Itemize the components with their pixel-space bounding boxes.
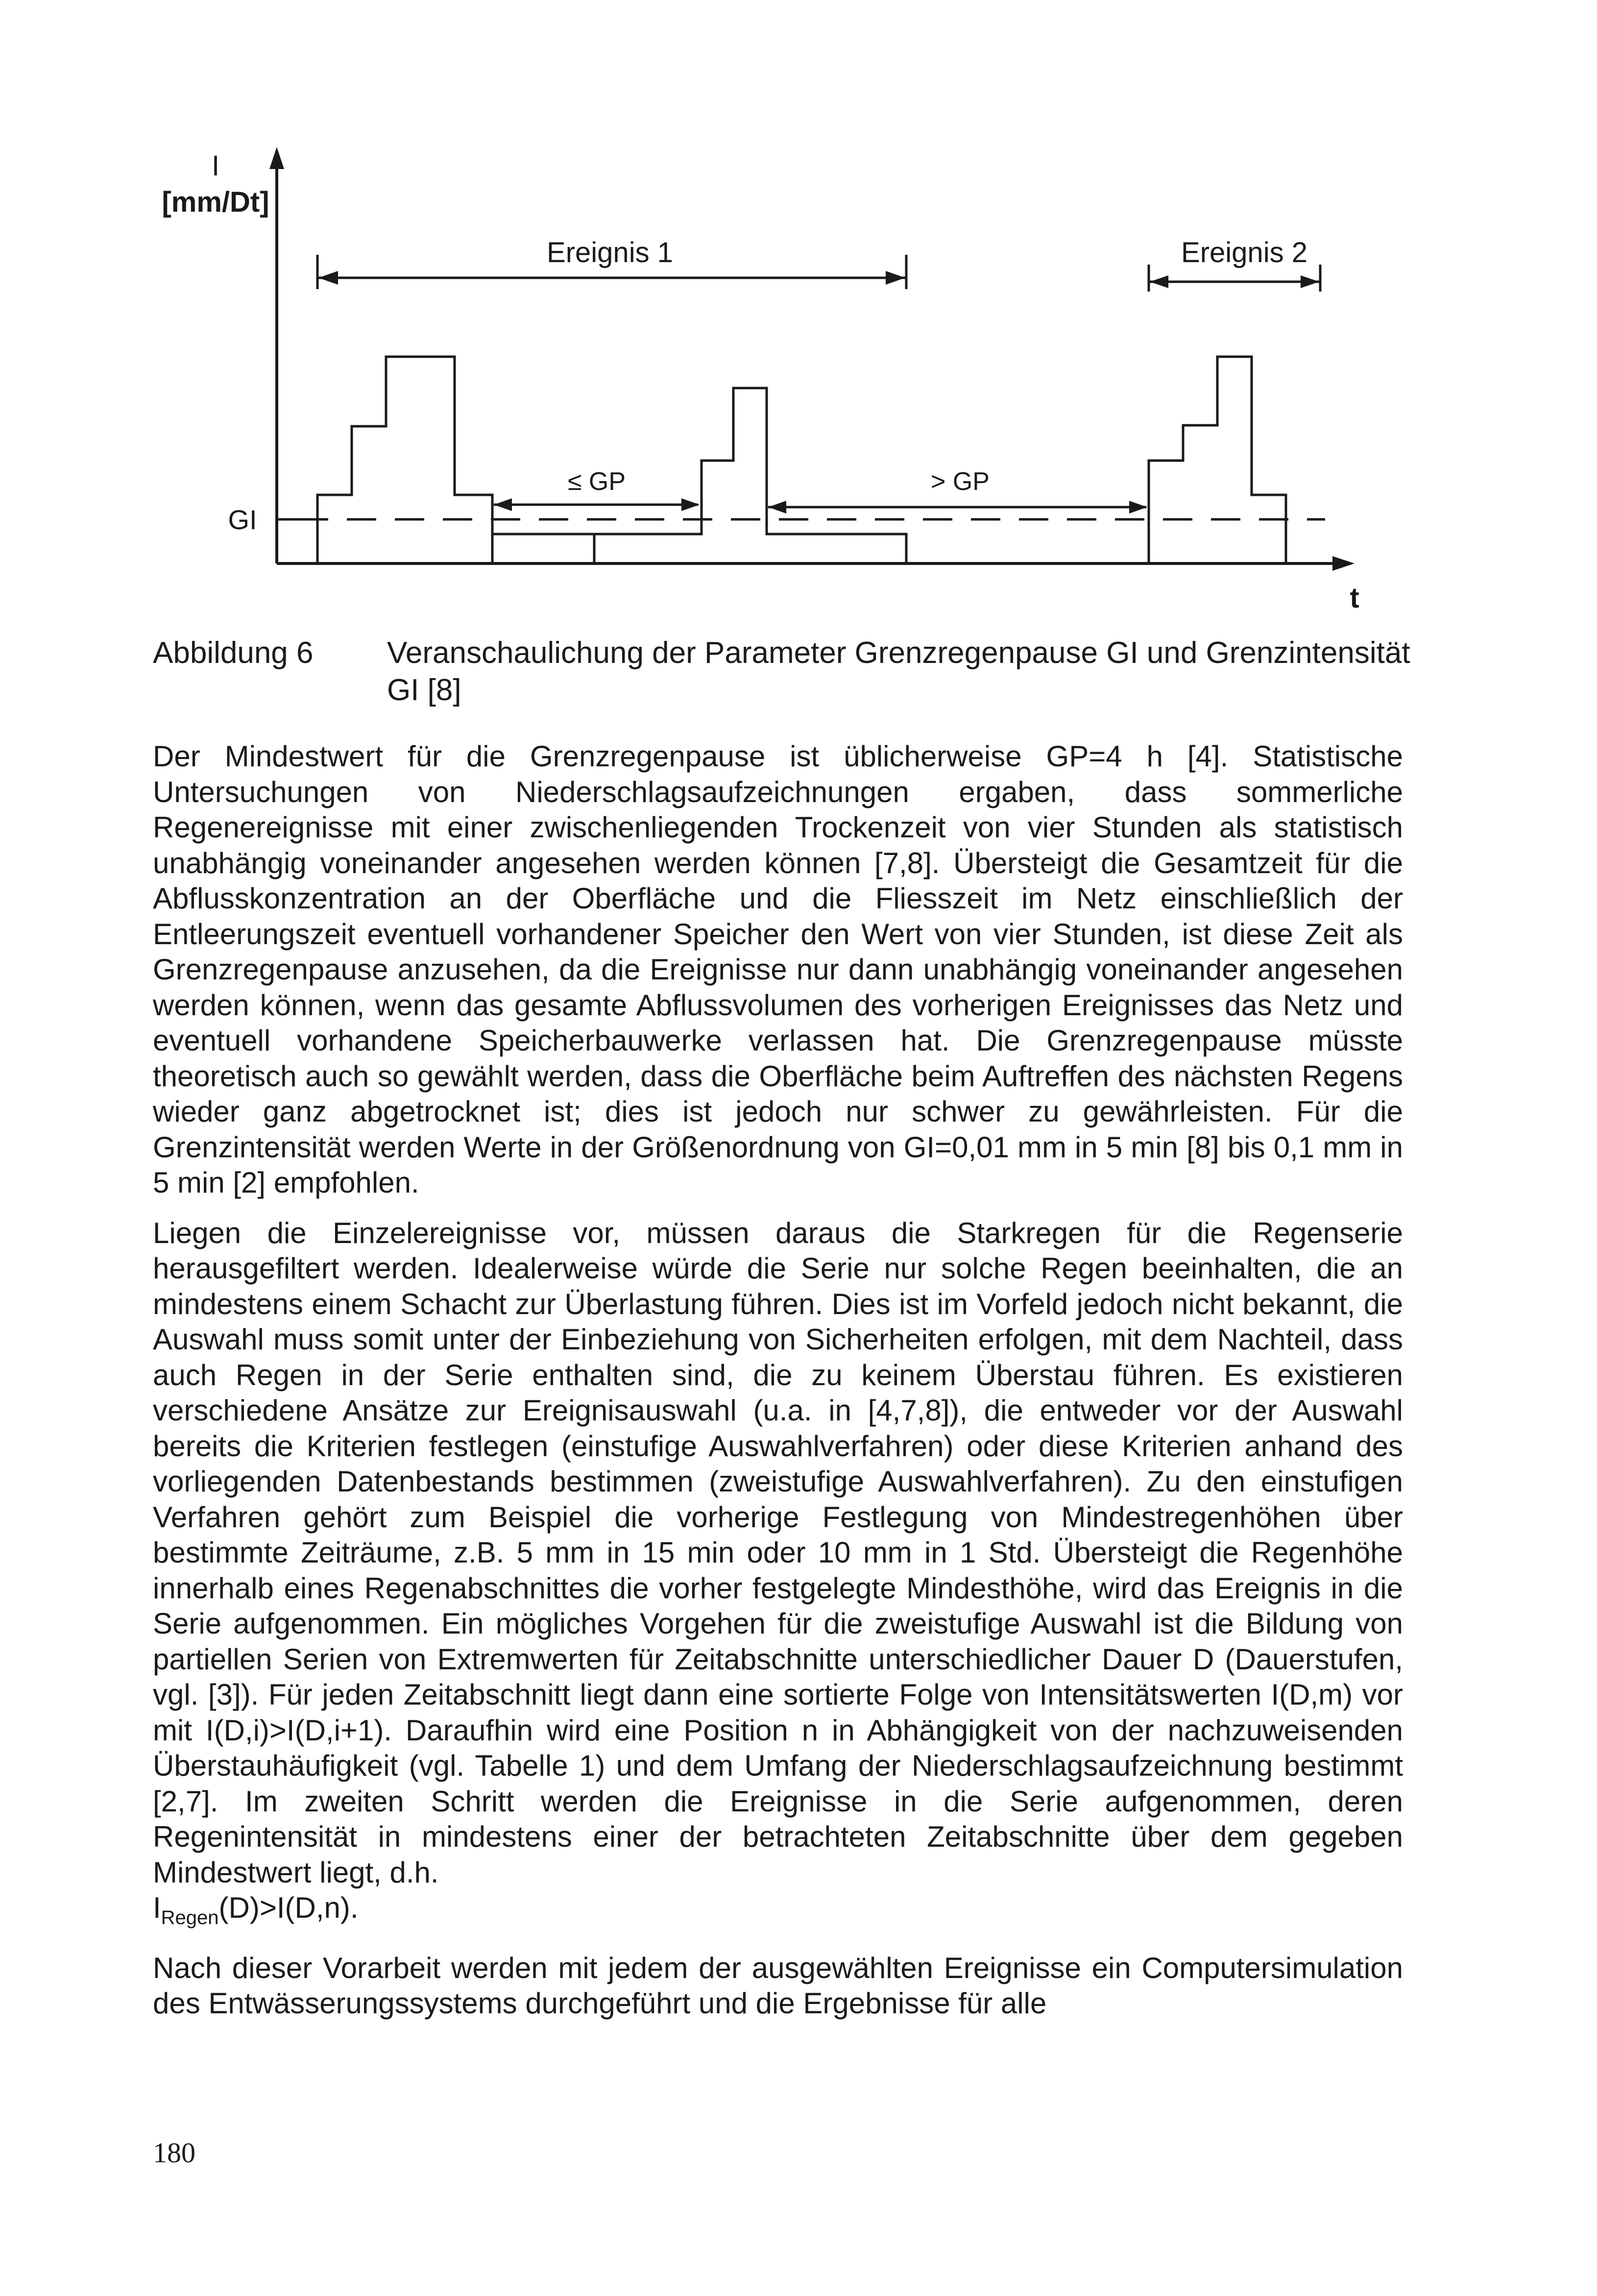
x-axis-label: t xyxy=(1350,582,1359,614)
axes xyxy=(277,167,1340,563)
event-2-arrow-left xyxy=(1150,275,1168,288)
formula-base: I xyxy=(153,1891,161,1924)
gap-gt-label: > GP xyxy=(931,467,990,496)
y-axis-arrowhead xyxy=(269,147,284,169)
x-axis-arrowhead xyxy=(1332,556,1355,571)
threshold-label: GI xyxy=(228,504,257,535)
formula xyxy=(153,1891,359,1929)
page-number: 180 xyxy=(153,2137,195,2169)
gap-le-arrow-left xyxy=(494,498,512,511)
paragraph-2 xyxy=(153,1216,1403,1936)
formula-subscript: Regen xyxy=(161,1907,219,1929)
caption-text: Veranschaulichung der Parameter Grenzregenpause GI und Grenzintensität GI [8] xyxy=(387,636,1410,707)
event-1-arrow-right xyxy=(886,271,905,285)
paragraph-2-text: Liegen die Einzelereignisse vor, müssen daraus die Starkregen für die Regenserie herausgefiltert werden. Idealerweise würde die Serie nur solche Regen beeinhalten, die an mindestens einem Schacht zur Überlastung führen. Dies ist im Vorfeld jedoch nicht bekannt, die Auswahl muss somit unter der Einbeziehung von Sicherheiten erfolgen, mit dem Nachteil, dass auch Regen in der Serie enthalten sind, die zu keinem Überstau führen. Es existieren verschiedene Ansätze zur Ereignisauswahl (u.a. in [4,7,8]), die entweder vor der Auswahl bereits die Kriterien festlegen (einstufige Auswahlverfahren) oder diese Kriterien anhand des vorliegenden Datenbestands bestimmen (zweistufige Auswahlverfahren). Zu den einstufigen Verfahren gehört zum Beispiel die vorherige Festlegung von Mindestregenhöhen über bestimmte Zeiträume, z.B. 5 mm in 15 min oder 10 mm in 1 Std. Übersteigt die Regenhöhe innerhalb eines Regenabschnittes die vorher festgelegte Mindesthöhe, wird das Ereignis in die Serie aufgenommen. Ein mögliches Vorgehen für die zweistufige Auswahl ist die Bildung von partiellen Serien von Extremwerten für Zeitabschnitte unterschiedlicher Dauer D (Dauerstufen, vgl. [3]). Für jeden Zeitabschnitt liegt dann eine sortierte Folge von Intensitätswerten I(D,m) vor mit I(D,i)>I(D,i+1). Daraufhin wird eine Position n in Abhängigkeit von der nachzuweisenden Überstauhäufigkeit (vgl. Tabelle 1) und dem Umfang der Niederschlagsaufzeichnung bestimmt [2,7]. Im zweiten Schritt werden die Ereignisse in die Serie aufgenommen, deren Regenintensität in mindestens einer der betrachteten Zeitabschnitte über dem gegeben Mindestwert liegt, d.h. xyxy=(153,1216,1403,1889)
gap-gt-arrow-right xyxy=(1129,501,1147,513)
event-2-label: Ereignis 2 xyxy=(1181,237,1307,269)
gap-gt-arrow-left xyxy=(768,501,786,513)
gap-le-arrow-right xyxy=(681,498,700,511)
body-text xyxy=(153,739,1403,2036)
formula-rest: (D)>I(D,n). xyxy=(218,1891,359,1924)
event-1-arrow-left xyxy=(318,271,338,285)
event-1-label: Ereignis 1 xyxy=(547,237,673,269)
event-2-span xyxy=(1149,265,1320,292)
gap-le-label: ≤ GP xyxy=(567,467,626,496)
caption-label: Abbildung 6 xyxy=(153,636,314,670)
event-2-arrow-right xyxy=(1301,275,1319,288)
y-axis-label-unit: [mm/Dt] xyxy=(162,186,269,218)
rain-intensity-steps xyxy=(317,357,1286,563)
paragraph-3: Nach dieser Vorarbeit werden mit jedem der ausgewählten Ereignisse ein Computersimulation des Entwässerungssystems durchgeführt und die Ergebnisse für alle xyxy=(153,1951,1403,2020)
y-axis-label-symbol: I xyxy=(211,150,220,182)
paragraph-1: Der Mindestwert für die Grenzregenpause ist üblicherweise GP=4 h [4]. Statistische Untersuchungen von Niederschlagsaufzeichnungen ergaben, dass sommerliche Regenereignisse mit einer zwischenliegenden Trockenzeit von vier Stunden als statistisch unabhängig voneinander angesehen werden können [7,8]. Übersteigt die Gesamtzeit für die Abflusskonzentration an der Oberfläche und die Fliesszeit im Netz einschließlich der Entleerungszeit eventuell vorhandener Speicher den Wert von vier Stunden, ist diese Zeit als Grenzregenpause anzusehen, da die Ereignisse nur dann unabhängig voneinander angesehen werden können, wenn das gesamte Abflussvolumen des vorherigen Ereignisses das Netz und eventuell vorhandene Speicherbauwerke verlassen hat. Die Grenzregenpause müsste theoretisch auch so gewählt werden, dass die Oberfläche beim Auftreffen des nächsten Regens wieder ganz abgetrocknet ist; dies ist jedoch nur schwer zu gewährleisten. Für die Grenzintensität werden Werte in der Größenordnung von GI=0,01 mm in 5 min [8] bis 0,1 mm in 5 min [2] empfohlen. xyxy=(153,740,1403,1199)
figure-rain-events xyxy=(0,0,1597,617)
